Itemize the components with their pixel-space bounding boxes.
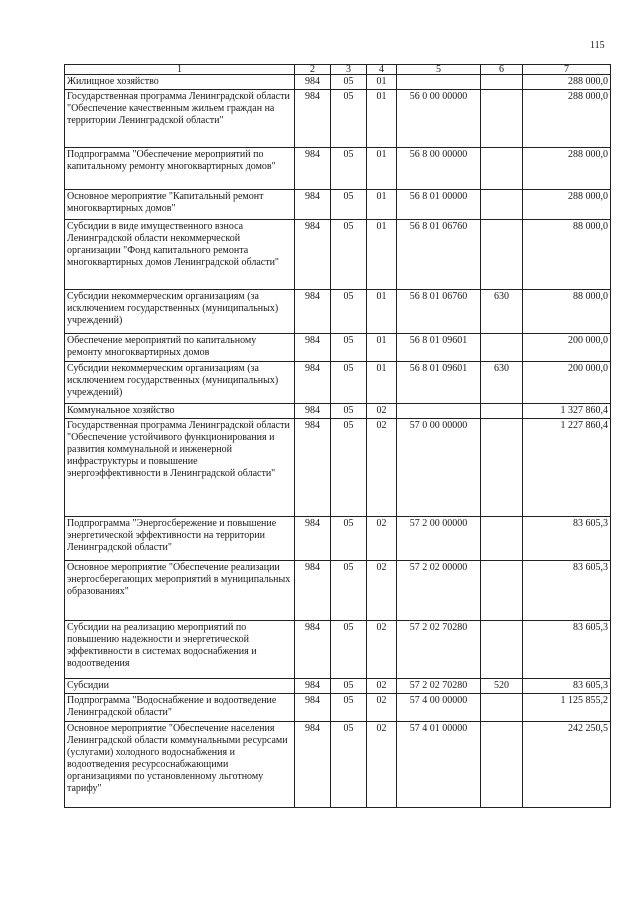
row-code-3: 05	[331, 621, 367, 679]
row-code-3: 05	[331, 362, 367, 404]
row-code-6	[481, 148, 523, 190]
table-row	[65, 75, 611, 90]
budget-table	[64, 64, 611, 808]
row-code-6	[481, 561, 523, 621]
row-code-5: 56 0 00 00000	[397, 90, 481, 148]
table-row	[65, 722, 611, 808]
table-row	[65, 561, 611, 621]
row-amount: 83 605,3	[523, 517, 611, 561]
row-code-2: 984	[295, 722, 331, 808]
table-row	[65, 362, 611, 404]
row-code-5	[397, 404, 481, 419]
row-code-5: 56 8 01 06760	[397, 220, 481, 290]
table-row	[65, 621, 611, 679]
column-header: 7	[523, 65, 611, 75]
row-code-2: 984	[295, 220, 331, 290]
row-code-5: 57 0 00 00000	[397, 419, 481, 517]
table-row	[65, 148, 611, 190]
row-code-6	[481, 75, 523, 90]
column-header: 5	[397, 65, 481, 75]
row-code-6	[481, 190, 523, 220]
row-amount: 242 250,5	[523, 722, 611, 808]
row-code-6	[481, 419, 523, 517]
row-amount: 1 227 860,4	[523, 419, 611, 517]
row-code-3: 05	[331, 290, 367, 334]
row-amount: 83 605,3	[523, 621, 611, 679]
table-row	[65, 190, 611, 220]
row-code-4: 01	[367, 90, 397, 148]
row-code-6	[481, 722, 523, 808]
row-name: Субсидии на реализацию мероприятий по повышению надежности и энергетической эффективности в системах водоснабжения и водоотведения	[65, 621, 295, 679]
row-code-2: 984	[295, 621, 331, 679]
table-row	[65, 517, 611, 561]
row-code-2: 984	[295, 694, 331, 722]
table-row	[65, 290, 611, 334]
row-code-2: 984	[295, 290, 331, 334]
row-name: Подпрограмма "Обеспечение мероприятий по капитальному ремонту многоквартирных домов"	[65, 148, 295, 190]
row-name: Подпрограмма "Водоснабжение и водоотведение Ленинградской области"	[65, 694, 295, 722]
row-code-6: 630	[481, 290, 523, 334]
row-code-3: 05	[331, 419, 367, 517]
column-header: 3	[331, 65, 367, 75]
column-header: 6	[481, 65, 523, 75]
row-code-5: 57 2 02 70280	[397, 679, 481, 694]
row-name: Субсидии в виде имущественного взноса Ленинградской области некоммерческой организации "Фонд капитального ремонта многоквартирных домов Ленинградской области"	[65, 220, 295, 290]
row-name: Коммунальное хозяйство	[65, 404, 295, 419]
row-name: Государственная программа Ленинградской области "Обеспечение устойчивого функционирования и развития коммунальной и инженерной инфраструктуры и повышение энергоэффективности в Ленинградской области"	[65, 419, 295, 517]
row-code-3: 05	[331, 190, 367, 220]
row-name: Субсидии некоммерческим организациям (за исключением государственных (муниципальных) учреждений)	[65, 290, 295, 334]
column-header: 4	[367, 65, 397, 75]
row-code-2: 984	[295, 334, 331, 362]
table-row	[65, 419, 611, 517]
row-amount: 200 000,0	[523, 362, 611, 404]
row-name: Субсидии	[65, 679, 295, 694]
row-amount: 200 000,0	[523, 334, 611, 362]
row-name: Жилищное хозяйство	[65, 75, 295, 90]
row-name: Подпрограмма "Энергосбережение и повышение энергетической эффективности на территории Ленинградской области"	[65, 517, 295, 561]
row-code-3: 05	[331, 561, 367, 621]
row-code-3: 05	[331, 220, 367, 290]
column-header: 2	[295, 65, 331, 75]
row-code-4: 02	[367, 694, 397, 722]
row-code-4: 01	[367, 75, 397, 90]
row-name: Обеспечение мероприятий по капитальному ремонту многоквартирных домов	[65, 334, 295, 362]
row-code-6: 630	[481, 362, 523, 404]
row-name: Основное мероприятие "Капитальный ремонт многоквартирных домов"	[65, 190, 295, 220]
row-code-3: 05	[331, 404, 367, 419]
row-code-3: 05	[331, 722, 367, 808]
row-code-3: 05	[331, 334, 367, 362]
row-code-4: 02	[367, 621, 397, 679]
row-name: Государственная программа Ленинградской области "Обеспечение качественным жильем граждан на территории Ленинградской области"	[65, 90, 295, 148]
row-code-6	[481, 621, 523, 679]
row-code-4: 02	[367, 561, 397, 621]
row-code-4: 02	[367, 419, 397, 517]
row-code-2: 984	[295, 419, 331, 517]
row-code-4: 02	[367, 404, 397, 419]
row-code-5: 57 2 00 00000	[397, 517, 481, 561]
table-row	[65, 694, 611, 722]
row-code-3: 05	[331, 517, 367, 561]
table-row	[65, 220, 611, 290]
row-code-4: 01	[367, 190, 397, 220]
row-name: Основное мероприятие "Обеспечение населения Ленинградской области коммунальными ресурсами (услугами) холодного водоснабжения и водоотведения ресурсоснабжающими организациями по установленному льготному тарифу"	[65, 722, 295, 808]
table-row	[65, 679, 611, 694]
row-amount: 88 000,0	[523, 220, 611, 290]
row-amount: 1 125 855,2	[523, 694, 611, 722]
row-code-2: 984	[295, 362, 331, 404]
row-code-4: 02	[367, 722, 397, 808]
table-row	[65, 404, 611, 419]
row-amount: 288 000,0	[523, 75, 611, 90]
row-code-4: 02	[367, 679, 397, 694]
row-code-5: 56 8 01 06760	[397, 290, 481, 334]
row-amount: 288 000,0	[523, 90, 611, 148]
table-header-row	[65, 65, 611, 75]
row-code-2: 984	[295, 404, 331, 419]
row-code-6	[481, 334, 523, 362]
row-code-2: 984	[295, 679, 331, 694]
row-code-5: 57 2 02 70280	[397, 621, 481, 679]
row-code-6	[481, 694, 523, 722]
table-row	[65, 334, 611, 362]
row-name: Основное мероприятие "Обеспечение реализации энергосберегающих мероприятий в муниципальных образованиях"	[65, 561, 295, 621]
row-code-2: 984	[295, 190, 331, 220]
row-code-5: 56 8 01 09601	[397, 362, 481, 404]
row-code-6: 520	[481, 679, 523, 694]
row-code-3: 05	[331, 694, 367, 722]
row-code-3: 05	[331, 90, 367, 148]
row-amount: 1 327 860,4	[523, 404, 611, 419]
row-code-6	[481, 90, 523, 148]
column-header: 1	[65, 65, 295, 75]
row-amount: 288 000,0	[523, 148, 611, 190]
row-code-4: 02	[367, 517, 397, 561]
row-code-2: 984	[295, 75, 331, 90]
row-code-4: 01	[367, 362, 397, 404]
row-code-5: 56 8 00 00000	[397, 148, 481, 190]
row-code-2: 984	[295, 148, 331, 190]
row-code-5: 56 8 01 09601	[397, 334, 481, 362]
row-amount: 83 605,3	[523, 561, 611, 621]
row-code-4: 01	[367, 334, 397, 362]
row-name: Субсидии некоммерческим организациям (за исключением государственных (муниципальных) учреждений)	[65, 362, 295, 404]
page-number: 115	[590, 40, 605, 51]
row-code-5: 57 4 00 00000	[397, 694, 481, 722]
row-amount: 88 000,0	[523, 290, 611, 334]
row-code-5: 57 4 01 00000	[397, 722, 481, 808]
row-code-5	[397, 75, 481, 90]
row-code-5: 56 8 01 00000	[397, 190, 481, 220]
row-code-3: 05	[331, 75, 367, 90]
row-code-5: 57 2 02 00000	[397, 561, 481, 621]
row-code-6	[481, 220, 523, 290]
row-code-4: 01	[367, 290, 397, 334]
row-amount: 83 605,3	[523, 679, 611, 694]
row-code-6	[481, 517, 523, 561]
row-code-4: 01	[367, 220, 397, 290]
row-code-2: 984	[295, 561, 331, 621]
row-code-3: 05	[331, 679, 367, 694]
row-code-2: 984	[295, 90, 331, 148]
row-code-3: 05	[331, 148, 367, 190]
row-amount: 288 000,0	[523, 190, 611, 220]
row-code-2: 984	[295, 517, 331, 561]
table-row	[65, 90, 611, 148]
row-code-4: 01	[367, 148, 397, 190]
row-code-6	[481, 404, 523, 419]
